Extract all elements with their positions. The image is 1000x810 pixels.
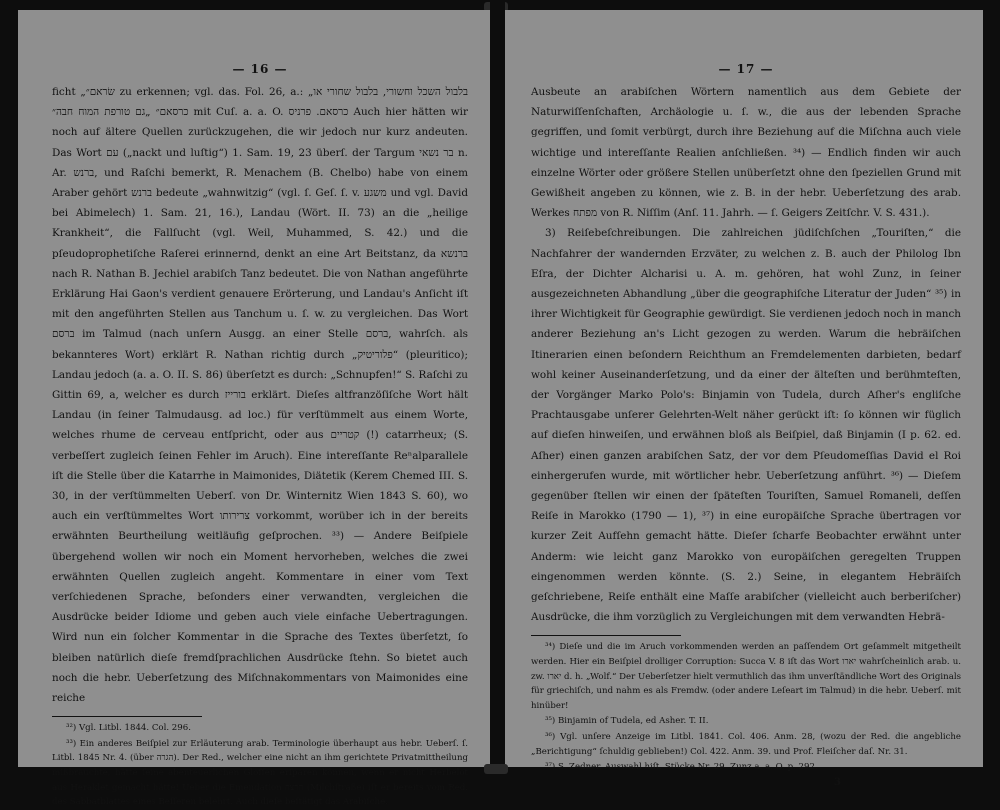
- left-paragraph: ficht „שׂראם״ zu erkennen; vgl. das. Fol. 26, a.: „בלבול השכל וחשורי, בלבול שחורי או כרסאם״ „גם טורפת המוח חבה״ mit Cuſ. a. a. O. כרסאם. פרניס Auch hier hätten wir noch auf ältere Quellen zurückzugehen, die wir jedoch nur kurz andeuten. Das Wort עם („nackt und luſtig“) 1. Sam. 19, 23 überſ. der Targum בר נשאי n. Ar. ברנש, und Raſchi bemerkt, R. Menachem (B. Chelbo) habe von einem Araber gehört ברנש bedeute „wahnwitzig“ (vgl. ſ. Geſ. ſ. v. משגע und vgl. David bei Abimelech) 1. Sam. 21, 16.), Landau (Wört. II. 73) an die „heilige Krankheit“, die Fallſucht (vgl. Weil, Muhammed, S. 42.) und die pſeudoprophetiſche Raſerei erinnernd, denkt an eine Art Beitstanz, da ברנשא nach R. Nathan B. Jechiel arabiſch Tanz bedeutet. Die von Nathan angeführte Erklärung Hai Gaon's verdient genauere Erörterung, und Landau's Anſicht iſt mit den angeführten Stellen aus Tanchum u. ſ. w. zu vergleichen. Das Wort ברסם im Talmud (nach unſern Ausgg. an einer Stelle ברסם, wahrſch. als bekannteres Wort) erklärt R. Nathan richtig durch „פלוריטיק“ (pleuritico); Landau jedoch (a. a. O. II. S. 86) überſetzt es durch: „Schnupfen!“ S. Raſchi zu Gittin 69, a, welcher es durch בורייז erklärt. Dieſes altfranzöſiſche Wort hält Landau (in ſeiner Talmudausg. ad loc.) für verſtümmelt aus einem Worte, welches rhume de cerveau entſpricht, oder aus קטריים (!) catarrheux; (S. verbeſſert zugleich ſeinen Fehler im Aruch). Eine intereſſante Reⁿalparallele iſt die Stelle über die Katarrhe in Maimonides, Diätetik (Kerem Chemed III. S. 30, in der verſtümmelten Ueberſ. von Dr. Winternitz Wien 1843 S. 60), wo auch ein verſtümmeltes Wort צרירותו vorkommt, worüber ich in der bereits erwähnten Beurtheilung weitläufig geſprochen. ³³) — Andere Beiſpiele übergehend wollen wir noch ein Moment hervorheben, welches die zwei erwähnten Quellen zugleich angeht. Kommentare in einer vom Text verſchiedenen Sprache, beſonders einer verwandten, vergleichen die Ausdrücke beider Idiome und geben auch viele einfache Uebertragungen. Wird nun ein ſolcher Kommentar in die Sprache des Textes überſetzt, ſo bleiben natürlich dieſe fremdſprachlichen Ausdrücke ſtehn. So bietet auch noch die hebr. Ueberſetzung des Miſchnakommentars von Maimonides eine reiche: [52, 86, 469, 705]
- right-paragraph-2: 3) Reiſebeſchreibungen. Die zahlreichen jüdiſchſchen „Touriſten,“ die Nachfahrer der wandernden Erzväter, zu welchen z. B. auch der Philolog Ibn Eſra, der Dichter Alcharisi u. A. m. gehören, hat wohl Zunz, in ſeiner ausgezeichneten Abhandlung „über die geographiſche Literatur der Juden“ ³⁵) in ihrer Wichtigkeit für Geographie gewürdigt. Sie verdienen jedoch noch in manch anderer Beziehung an's Licht gezogen zu werden. Warum die hebräiſchen Itinerarien einen beſondern Reichthum an Fremdelementen darbieten, bedarf wohl keiner Auseinanderſetzung, und da einer der älteſten und berühmteſten, der Vorgänger Marko Polo's: Binjamin von Tudela, durch Aſher's engliſche Prachtausgabe unſerer Gelehrten-Welt näher gerückt iſt: ſo können wir füglich auf dieſen hinweiſen, und erwähnen bloß als Beiſpiel, daß Binjamin (I p. 62. ed. Aſher) einen ganzen arabiſchen Satz, der vor dem Pſeudomeſſias David el Roi einhergerufen wurde, mit wörtlicher hebr. Ueberſetzung anführt. ³⁶) — Dieſem gegenüber ſtellen wir einen der ſpäteſten Touriſten, Samuel Romaneli, deſſen Reiſe in Marokko (1790 — 1), ³⁷) in eine europäiſche Sprache übertragen vor kurzer Zeit Aufſehn gemacht hätte. Dieſer ſcharfe Beobachter erwähnt unter Anderm: wie leicht ganz Marokko von europäiſchen geregelten Truppen eingenommen werden könnte. (S. 2.) Seine, in elegantem Hebräiſch geſchriebene, Reiſe enthält eine Maſſe arabiſcher (vielleicht auch berberiſcher) Ausdrücke, die ihm vorzüglich zu Vergleichungen mit dem verwandten Hebrä-: [531, 227, 961, 624]
- right-paragraph-1: Ausbeute an arabiſchen Wörtern namentlich aus dem Gebiete der Naturwiſſenſchaften, Archäologie u. ſ. w., die aus der lebenden Sprache gegriffen, und ſomit verbürgt, durch ihre Beziehung auf die Miſchna auch viele wichtige und intereſſante Realien anſchließen. ³⁴) — Endlich finden wir auch einzelne Wörter oder größere Stellen unüberſetzt ohne den ſpeziellen Grund mit Gewißheit angeben zu können, wie z. B. in der hebr. Ueberſetzung des arab. Werkes מפתח von R. Niſſim (Anſ. 11. Jahrh. — ſ. Geigers Zeitſchr. V. S. 431.).: [531, 86, 961, 220]
- page-number-left: — 16 —: [232, 62, 288, 76]
- footnote-32: ³²) Vgl. Litbl. 1844. Col. 296.: [66, 723, 191, 734]
- book-gutter: [490, 0, 505, 779]
- footnote-rule-left: [52, 716, 202, 717]
- right-page: [505, 10, 983, 788]
- footnote-37: ³⁷) S. Zedner, Auswahl hiſt. Stücke Nr. 29. Zunz a. a. O. p. 292.: [545, 762, 818, 773]
- footnote-rule-right: [531, 635, 681, 636]
- footnote-34: ³⁴) Dieſe und die im Aruch vorkommenden werden an paſſendem Ort geſammelt mitgetheilt werden. Hier ein Beiſpiel drolliger Corruption: Succa V. 8 iſt das Wort יארו wahrſcheinlich arab. u. zw. יארו d. h. „Wolf.“ Der Ueberſetzer hielt vermuthlich das ihm unverſtändliche Wort des Originals für griechiſch, und nahm es als Fremdw. (oder andere Leſeart im Talmud) in die hebr. Ueberſ. mit hinüber!: [531, 642, 961, 711]
- right-footnotes: [531, 640, 961, 774]
- left-page: [18, 10, 490, 808]
- footnote-36: ³⁶) Vgl. unſere Anzeige im Litbl. 1841. Col. 406. Anm. 28, (wozu der Red. die angebliche „Berichtigung“ ſchuldig geblieben!) Col. 422. Anm. 39. und Prof. Fleiſcher daſ. Nr. 31.: [531, 732, 961, 757]
- binder-clip-bottom: [484, 764, 508, 774]
- left-footnotes: [52, 721, 468, 810]
- left-body-text: [52, 82, 468, 708]
- right-body-text: [531, 82, 961, 627]
- footnote-35: ³⁵) Binjamin of Tudela, ed Asher. T. II.: [545, 716, 709, 727]
- signature-mark: 3: [834, 776, 841, 788]
- footnote-33: ³³) Ein anderes Beiſpiel zur Erläuterung arab. Terminologie überhaupt aus hebr. Ueberſ. ſ. Litbl. 1845 Nr. 4. (über הגרה). Der Red., welcher eine nicht an ihm gerichtete Privatmittheilung mißbrauchte, hätte ſeine abenteuerlichen Gloſſen erſparen können, wenn er nicht Herbelot aus Heraklet gemacht hätte! Ueber die Emendation הרצה (Milchſtraße) iſt er bereits vom Red. des Sabbatblattes eines Beſſeren belehrt. Auch dieſe beſtätigt das Arabiſche.: [52, 738, 468, 808]
- page-number-right: — 17 —: [718, 62, 774, 76]
